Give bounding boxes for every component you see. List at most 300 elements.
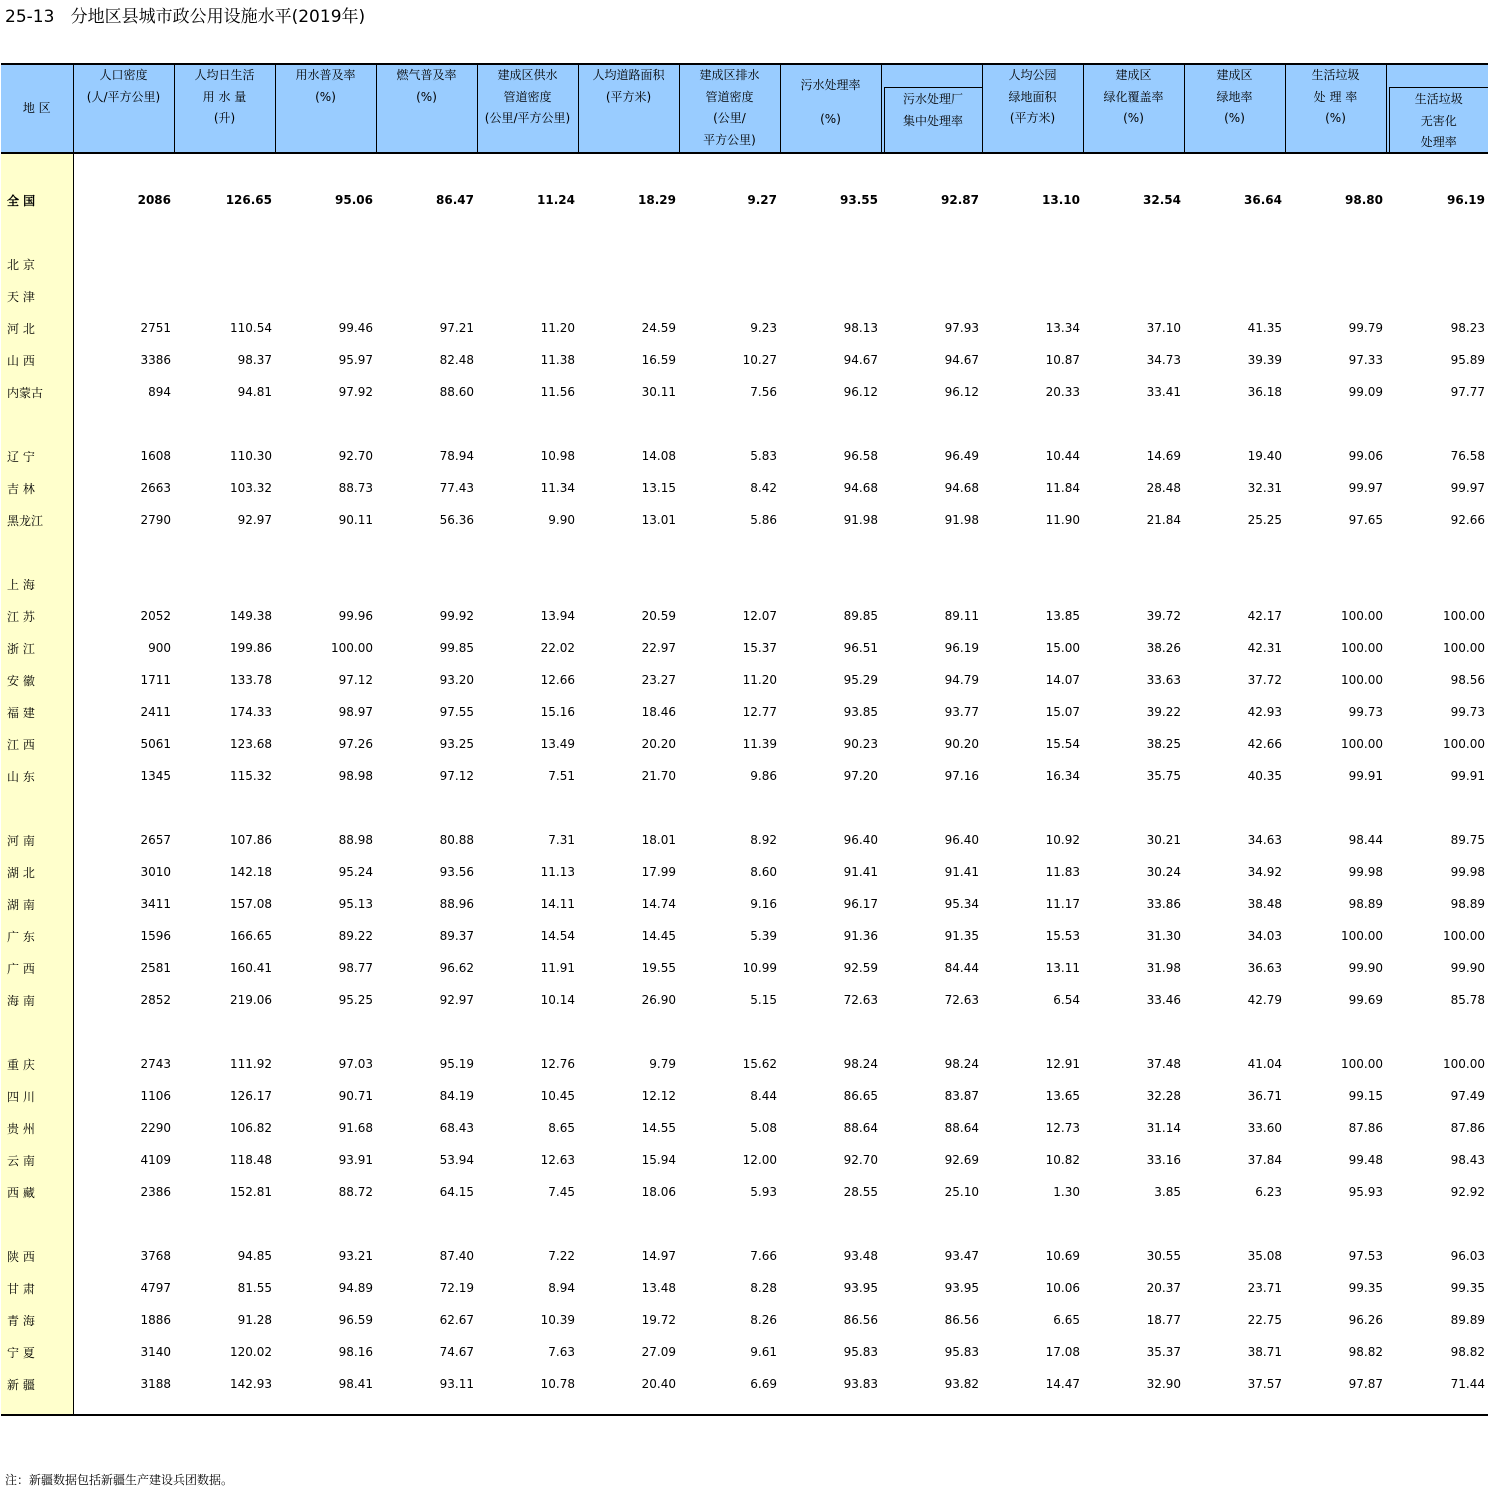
value-cell: 91.98 [944, 513, 979, 527]
value-cell: 15.54 [1045, 737, 1080, 751]
spacer-cell [1, 1016, 73, 1048]
value-cell: 120.02 [230, 1345, 272, 1359]
value-cell: 126.17 [230, 1089, 272, 1103]
spacer-cell [174, 792, 275, 824]
value-cell: 152.81 [230, 1185, 272, 1199]
value-cell [982, 280, 1083, 312]
value-cell: 88.64 [944, 1121, 979, 1135]
value-cell: 98.77 [338, 961, 373, 975]
value-cell: 96.59 [338, 1313, 373, 1327]
value-cell: 98.41 [338, 1377, 373, 1391]
value-cell: 4797 [140, 1281, 171, 1295]
value-cell: 100.00 [1443, 737, 1485, 751]
value-cell: 8.92 [750, 833, 777, 847]
value-cell: 41.04 [1247, 1057, 1282, 1071]
value-cell: 13.49 [540, 737, 575, 751]
value-cell: 74.67 [439, 1345, 474, 1359]
spacer-cell [275, 216, 376, 248]
value-cell: 98.98 [338, 769, 373, 783]
value-cell: 22.97 [641, 641, 676, 655]
spacer-cell [1, 1400, 73, 1415]
value-cell: 13.10 [1042, 193, 1080, 207]
value-cell: 97.65 [1348, 513, 1383, 527]
value-cell: 9.79 [649, 1057, 676, 1071]
value-cell: 41.35 [1247, 321, 1282, 335]
spacer-cell [1285, 1208, 1386, 1240]
value-cell: 115.32 [230, 769, 272, 783]
spacer-cell [679, 1400, 780, 1415]
value-cell: 5.86 [750, 513, 777, 527]
table-row [1, 1144, 1488, 1176]
spacer-cell [982, 792, 1083, 824]
value-cell: 96.40 [944, 833, 979, 847]
value-cell: 23.71 [1247, 1281, 1282, 1295]
spacer-cell [1285, 792, 1386, 824]
value-cell: 12.07 [742, 609, 777, 623]
spacer-cell [1285, 1400, 1386, 1415]
value-cell: 90.71 [338, 1089, 373, 1103]
value-cell: 99.15 [1348, 1089, 1383, 1103]
value-cell: 93.20 [439, 673, 474, 687]
spacer-cell [376, 408, 477, 440]
value-cell: 94.79 [944, 673, 979, 687]
value-cell: 93.95 [843, 1281, 878, 1295]
header-park-area: 人均公园 绿地面积 (平方米) [982, 64, 1083, 153]
spacer-cell [73, 153, 174, 184]
value-cell: 11.90 [1045, 513, 1080, 527]
table-row [1, 1240, 1488, 1272]
page-title: 25-13 分地区县城市政公用设施水平(2019年) [5, 7, 366, 27]
value-cell: 7.66 [750, 1249, 777, 1263]
value-cell: 20.59 [641, 609, 676, 623]
spacer-cell [679, 792, 780, 824]
value-cell: 13.34 [1045, 321, 1080, 335]
spacer-row [1, 216, 1488, 248]
spacer-cell [376, 216, 477, 248]
value-cell: 2743 [140, 1057, 171, 1071]
spacer-cell [679, 408, 780, 440]
value-cell: 88.60 [439, 385, 474, 399]
value-cell: 18.46 [641, 705, 676, 719]
spacer-cell [679, 1208, 780, 1240]
spacer-cell [1184, 536, 1285, 568]
spacer-cell [780, 153, 881, 184]
value-cell: 91.98 [843, 513, 878, 527]
value-cell: 106.82 [230, 1121, 272, 1135]
value-cell [780, 280, 881, 312]
region-name-cell: 西 藏 [1, 1176, 73, 1208]
region-name-cell: 重 庆 [1, 1048, 73, 1080]
value-cell: 92.70 [338, 449, 373, 463]
value-cell: 5061 [140, 737, 171, 751]
value-cell: 9.23 [750, 321, 777, 335]
region-name-cell: 宁 夏 [1, 1336, 73, 1368]
value-cell: 33.41 [1146, 385, 1181, 399]
value-cell: 33.86 [1146, 897, 1181, 911]
table-row [1, 664, 1488, 696]
value-cell: 35.08 [1247, 1249, 1282, 1263]
value-cell [376, 568, 477, 600]
value-cell: 5.39 [750, 929, 777, 943]
value-cell: 99.35 [1348, 1281, 1383, 1295]
spacer-cell [1184, 1208, 1285, 1240]
value-cell: 22.75 [1247, 1313, 1282, 1327]
value-cell: 95.06 [335, 193, 373, 207]
value-cell [881, 568, 982, 600]
value-cell: 37.48 [1146, 1057, 1181, 1071]
spacer-cell [1083, 1016, 1184, 1048]
value-cell: 11.24 [537, 193, 575, 207]
value-cell: 42.66 [1247, 737, 1282, 751]
value-cell: 14.54 [540, 929, 575, 943]
value-cell: 174.33 [230, 705, 272, 719]
value-cell: 91.68 [338, 1121, 373, 1135]
value-cell: 1711 [140, 673, 171, 687]
value-cell: 1886 [140, 1313, 171, 1327]
value-cell [578, 248, 679, 280]
region-name-cell: 湖 南 [1, 888, 73, 920]
value-cell [1386, 248, 1488, 280]
value-cell [679, 280, 780, 312]
spacer-cell [1285, 1016, 1386, 1048]
table-row [1, 184, 1488, 216]
value-cell: 42.79 [1247, 993, 1282, 1007]
value-cell [780, 568, 881, 600]
value-cell: 10.06 [1045, 1281, 1080, 1295]
value-cell: 15.37 [742, 641, 777, 655]
spacer-cell [1386, 1016, 1488, 1048]
region-name-cell: 江 西 [1, 728, 73, 760]
value-cell [275, 568, 376, 600]
value-cell: 84.19 [439, 1089, 474, 1103]
value-cell: 95.83 [944, 1345, 979, 1359]
value-cell: 6.65 [1053, 1313, 1080, 1327]
header-sewage-rate: 污水处理率 (%) [780, 64, 881, 153]
spacer-cell [1285, 536, 1386, 568]
spacer-cell [1184, 153, 1285, 184]
value-cell: 11.83 [1045, 865, 1080, 879]
value-cell: 14.69 [1146, 449, 1181, 463]
value-cell: 99.92 [439, 609, 474, 623]
value-cell: 100.00 [1341, 609, 1383, 623]
region-name-cell: 甘 肃 [1, 1272, 73, 1304]
spacer-cell [982, 153, 1083, 184]
value-cell: 97.03 [338, 1057, 373, 1071]
value-cell: 9.61 [750, 1345, 777, 1359]
value-cell: 11.56 [540, 385, 575, 399]
value-cell: 15.00 [1045, 641, 1080, 655]
value-cell [376, 248, 477, 280]
value-cell: 89.22 [338, 929, 373, 943]
value-cell: 76.58 [1450, 449, 1485, 463]
value-cell: 36.18 [1247, 385, 1282, 399]
spacer-cell [881, 408, 982, 440]
value-cell: 28.48 [1146, 481, 1181, 495]
spacer-cell [73, 1016, 174, 1048]
value-cell: 35.37 [1146, 1345, 1181, 1359]
spacer-cell [881, 153, 982, 184]
value-cell: 98.24 [944, 1057, 979, 1071]
value-cell: 7.51 [548, 769, 575, 783]
region-name-cell: 黑龙江 [1, 504, 73, 536]
value-cell: 7.31 [548, 833, 575, 847]
spacer-cell [780, 408, 881, 440]
value-cell: 98.24 [843, 1057, 878, 1071]
value-cell: 93.77 [944, 705, 979, 719]
value-cell: 6.54 [1053, 993, 1080, 1007]
value-cell: 25.10 [944, 1185, 979, 1199]
spacer-cell [780, 792, 881, 824]
value-cell [679, 568, 780, 600]
value-cell: 100.00 [1443, 609, 1485, 623]
value-cell: 34.63 [1247, 833, 1282, 847]
value-cell: 97.55 [439, 705, 474, 719]
value-cell: 87.86 [1348, 1121, 1383, 1135]
spacer-cell [174, 1208, 275, 1240]
spacer-cell [174, 536, 275, 568]
value-cell: 99.97 [1450, 481, 1485, 495]
value-cell: 19.55 [641, 961, 676, 975]
value-cell: 99.85 [439, 641, 474, 655]
table-row [1, 248, 1488, 280]
value-cell [982, 248, 1083, 280]
value-cell: 97.16 [944, 769, 979, 783]
value-cell: 7.56 [750, 385, 777, 399]
value-cell: 97.49 [1450, 1089, 1485, 1103]
header-region: 地 区 [1, 64, 73, 153]
value-cell: 96.26 [1348, 1313, 1383, 1327]
value-cell: 15.07 [1045, 705, 1080, 719]
value-cell: 9.90 [548, 513, 575, 527]
value-cell: 14.97 [641, 1249, 676, 1263]
value-cell: 96.03 [1450, 1249, 1485, 1263]
value-cell: 14.74 [641, 897, 676, 911]
value-cell [1285, 248, 1386, 280]
value-cell: 100.00 [1443, 641, 1485, 655]
value-cell: 900 [148, 641, 171, 655]
value-cell: 20.20 [641, 737, 676, 751]
value-cell: 37.57 [1247, 1377, 1282, 1391]
spacer-cell [376, 153, 477, 184]
value-cell: 13.65 [1045, 1089, 1080, 1103]
value-cell: 98.56 [1450, 673, 1485, 687]
value-cell: 12.66 [540, 673, 575, 687]
value-cell: 36.63 [1247, 961, 1282, 975]
value-cell: 98.16 [338, 1345, 373, 1359]
value-cell: 34.73 [1146, 353, 1181, 367]
value-cell: 38.26 [1146, 641, 1181, 655]
spacer-cell [376, 1400, 477, 1415]
value-cell: 16.34 [1045, 769, 1080, 783]
spacer-cell [1, 153, 73, 184]
value-cell: 99.90 [1450, 961, 1485, 975]
value-cell: 77.43 [439, 481, 474, 495]
spacer-cell [275, 153, 376, 184]
value-cell: 2581 [140, 961, 171, 975]
spacer-cell [982, 408, 1083, 440]
value-cell: 14.08 [641, 449, 676, 463]
value-cell: 93.47 [944, 1249, 979, 1263]
spacer-cell [982, 1016, 1083, 1048]
value-cell: 64.15 [439, 1185, 474, 1199]
value-cell: 160.41 [230, 961, 272, 975]
value-cell: 91.35 [944, 929, 979, 943]
value-cell: 1596 [140, 929, 171, 943]
value-cell: 87.86 [1450, 1121, 1485, 1135]
value-cell: 95.93 [1348, 1185, 1383, 1199]
region-name-cell: 贵 州 [1, 1112, 73, 1144]
value-cell: 4109 [140, 1153, 171, 1167]
value-cell: 14.55 [641, 1121, 676, 1135]
value-cell: 21.84 [1146, 513, 1181, 527]
value-cell: 97.12 [338, 673, 373, 687]
value-cell: 42.93 [1247, 705, 1282, 719]
value-cell: 34.03 [1247, 929, 1282, 943]
value-cell: 96.58 [843, 449, 878, 463]
value-cell: 96.12 [944, 385, 979, 399]
value-cell: 93.85 [843, 705, 878, 719]
table-row [1, 632, 1488, 664]
value-cell: 92.97 [439, 993, 474, 1007]
value-cell: 92.69 [944, 1153, 979, 1167]
table-row [1, 920, 1488, 952]
value-cell: 7.22 [548, 1249, 575, 1263]
value-cell: 30.11 [641, 385, 676, 399]
region-name-cell: 海 南 [1, 984, 73, 1016]
value-cell: 91.41 [843, 865, 878, 879]
spacer-cell [1184, 792, 1285, 824]
table-row [1, 888, 1488, 920]
spacer-cell [1184, 1400, 1285, 1415]
value-cell: 25.25 [1247, 513, 1282, 527]
table-row [1, 1336, 1488, 1368]
value-cell: 95.25 [338, 993, 373, 1007]
value-cell: 13.01 [641, 513, 676, 527]
value-cell: 92.66 [1450, 513, 1485, 527]
value-cell: 84.44 [944, 961, 979, 975]
region-name-cell: 福 建 [1, 696, 73, 728]
value-cell: 11.17 [1045, 897, 1080, 911]
value-cell: 88.73 [338, 481, 373, 495]
spacer-cell [1285, 153, 1386, 184]
value-cell: 89.75 [1450, 833, 1485, 847]
region-name-cell: 辽 宁 [1, 440, 73, 472]
value-cell: 97.77 [1450, 385, 1485, 399]
value-cell: 6.23 [1255, 1185, 1282, 1199]
value-cell: 27.09 [641, 1345, 676, 1359]
value-cell: 98.97 [338, 705, 373, 719]
value-cell: 33.63 [1146, 673, 1181, 687]
spacer-cell [679, 536, 780, 568]
value-cell: 80.88 [439, 833, 474, 847]
spacer-cell [376, 1208, 477, 1240]
value-cell: 9.16 [750, 897, 777, 911]
value-cell: 14.11 [540, 897, 575, 911]
value-cell: 3188 [140, 1377, 171, 1391]
value-cell: 123.68 [230, 737, 272, 751]
value-cell: 11.84 [1045, 481, 1080, 495]
value-cell: 97.20 [843, 769, 878, 783]
value-cell: 94.67 [944, 353, 979, 367]
value-cell: 17.99 [641, 865, 676, 879]
value-cell: 93.95 [944, 1281, 979, 1295]
spacer-cell [1083, 792, 1184, 824]
value-cell: 99.98 [1348, 865, 1383, 879]
value-cell: 14.47 [1045, 1377, 1080, 1391]
value-cell: 86.47 [436, 193, 474, 207]
value-cell: 94.81 [237, 385, 272, 399]
value-cell [174, 280, 275, 312]
value-cell: 94.67 [843, 353, 878, 367]
value-cell: 96.19 [1447, 193, 1485, 207]
spacer-cell [982, 216, 1083, 248]
value-cell [275, 248, 376, 280]
region-name-cell: 新 疆 [1, 1368, 73, 1400]
spacer-row [1, 153, 1488, 184]
value-cell: 95.97 [338, 353, 373, 367]
value-cell: 68.43 [439, 1121, 474, 1135]
spacer-cell [1083, 1400, 1184, 1415]
value-cell: 97.93 [944, 321, 979, 335]
value-cell: 133.78 [230, 673, 272, 687]
value-cell [679, 248, 780, 280]
value-cell: 1106 [140, 1089, 171, 1103]
value-cell: 100.00 [1341, 929, 1383, 943]
value-cell [1083, 280, 1184, 312]
table-row [1, 760, 1488, 792]
spacer-cell [1083, 536, 1184, 568]
value-cell: 20.33 [1045, 385, 1080, 399]
table-row [1, 696, 1488, 728]
header-garbage-harmless: 生活垃圾 无害化 处理率 [1386, 64, 1488, 153]
value-cell: 88.72 [338, 1185, 373, 1199]
value-cell [477, 568, 578, 600]
value-cell: 142.18 [230, 865, 272, 879]
header-water-rate: 用水普及率 (%) [275, 64, 376, 153]
table-row [1, 1080, 1488, 1112]
spacer-cell [477, 536, 578, 568]
table-row [1, 728, 1488, 760]
spacer-cell [1083, 153, 1184, 184]
spacer-cell [275, 1400, 376, 1415]
value-cell: 16.59 [641, 353, 676, 367]
spacer-cell [780, 216, 881, 248]
table-body [1, 153, 1488, 1415]
value-cell: 95.13 [338, 897, 373, 911]
spacer-cell [1285, 408, 1386, 440]
spacer-row [1, 536, 1488, 568]
value-cell: 2386 [140, 1185, 171, 1199]
spacer-cell [376, 1016, 477, 1048]
spacer-cell [73, 1208, 174, 1240]
value-cell: 100.00 [1443, 929, 1485, 943]
value-cell: 88.98 [338, 833, 373, 847]
spacer-cell [881, 792, 982, 824]
spacer-cell [1, 216, 73, 248]
value-cell: 91.41 [944, 865, 979, 879]
spacer-cell [174, 1016, 275, 1048]
value-cell: 2663 [140, 481, 171, 495]
value-cell: 8.42 [750, 481, 777, 495]
value-cell: 30.21 [1146, 833, 1181, 847]
spacer-row [1, 1400, 1488, 1415]
value-cell: 9.27 [747, 193, 777, 207]
region-name-cell: 广 西 [1, 952, 73, 984]
value-cell: 6.69 [750, 1377, 777, 1391]
header-gas-rate: 燃气普及率 (%) [376, 64, 477, 153]
value-cell: 10.45 [540, 1089, 575, 1103]
value-cell: 31.14 [1146, 1121, 1181, 1135]
